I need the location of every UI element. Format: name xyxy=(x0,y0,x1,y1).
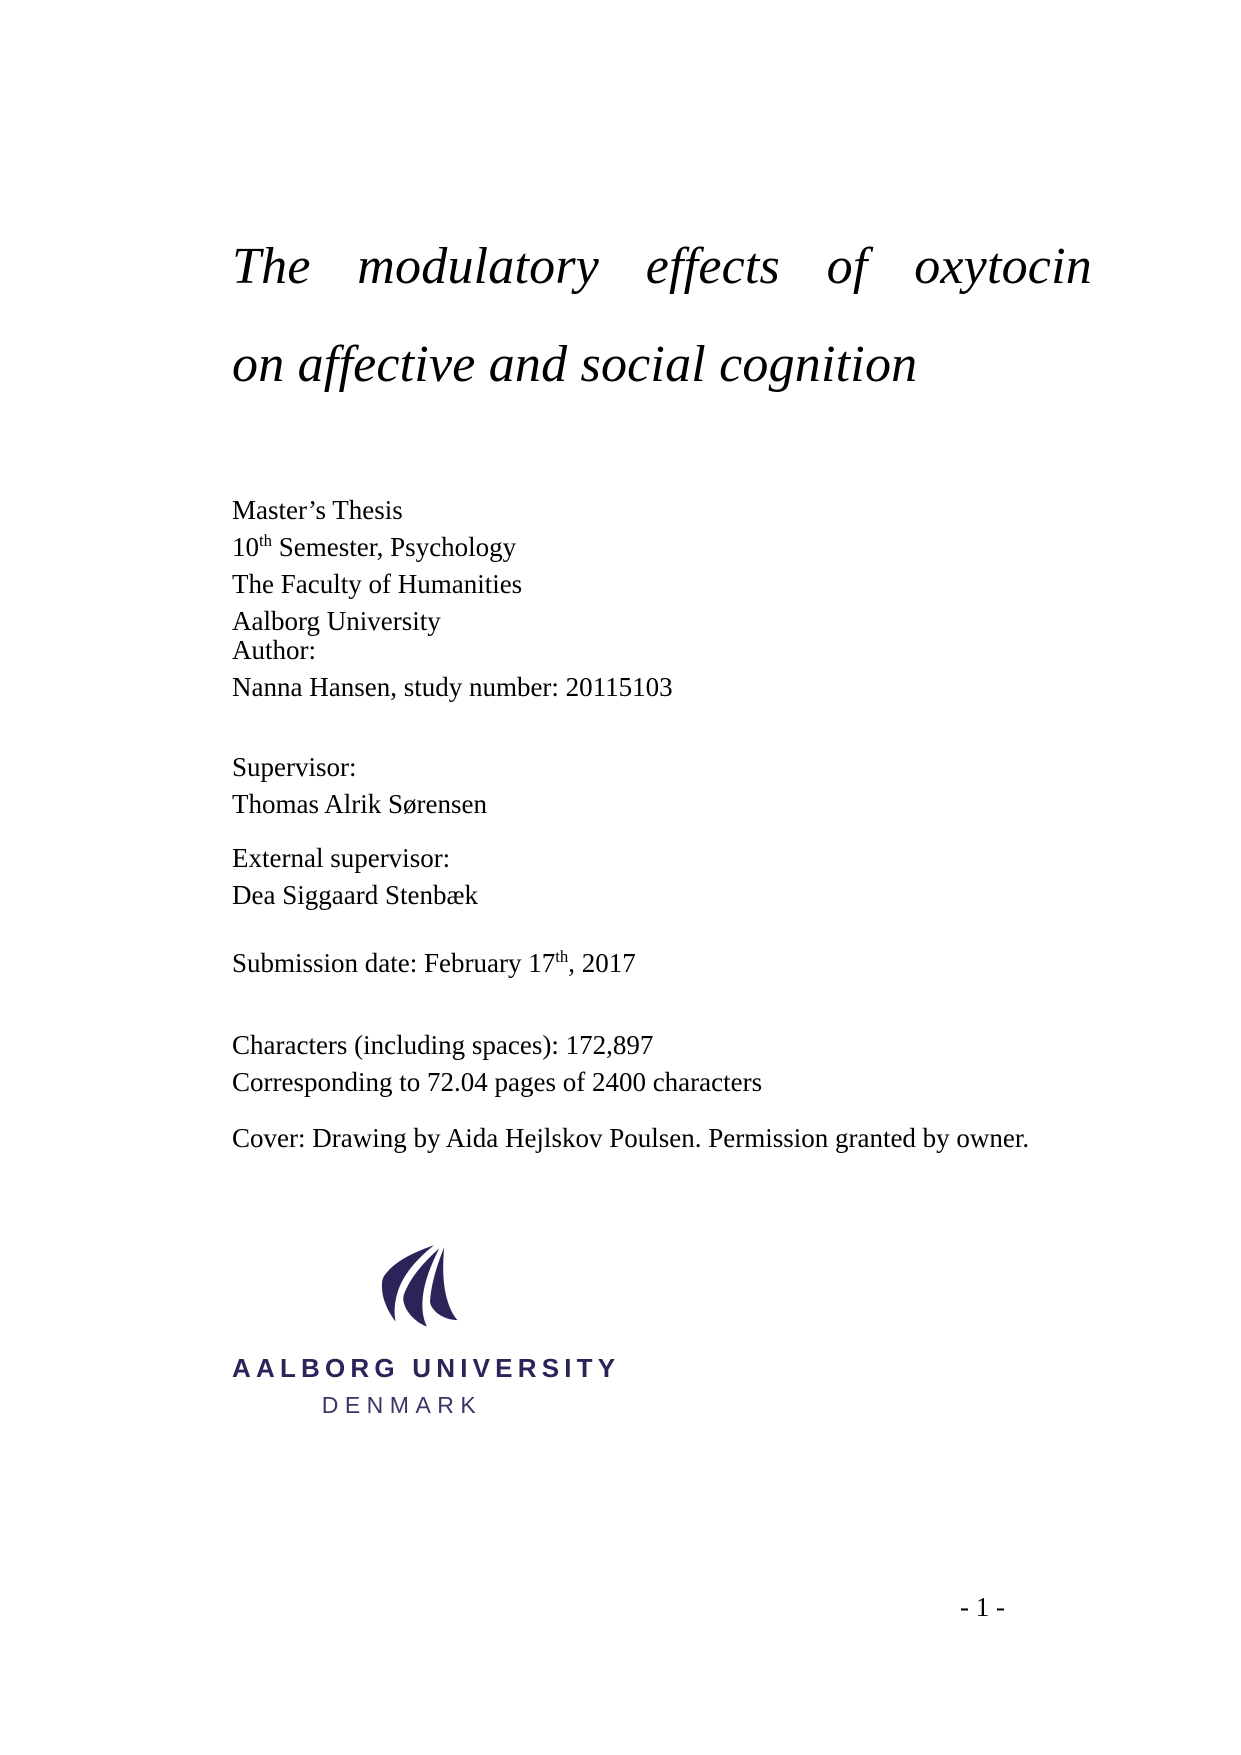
cover-credit-block xyxy=(232,1120,1029,1157)
title-word: modulatory xyxy=(357,238,600,295)
external-supervisor-block xyxy=(232,840,478,914)
semester-number: 10 xyxy=(232,532,259,562)
semester-ordinal-suffix: th xyxy=(259,531,273,550)
aalborg-university-logo xyxy=(232,1215,621,1419)
university-line: Aalborg University xyxy=(232,606,441,636)
character-count-block xyxy=(232,1027,762,1101)
supervisor-block xyxy=(232,749,487,823)
author-value: Nanna Hansen, study number: 20115103 xyxy=(232,672,673,702)
page-title xyxy=(232,218,1092,414)
title-word: of xyxy=(826,238,868,295)
submission-date-suffix: , 2017 xyxy=(568,948,636,978)
page-equivalent-line: Corresponding to 72.04 pages of 2400 characters xyxy=(232,1067,763,1097)
submission-date-ordinal-suffix: th xyxy=(555,947,569,966)
author-label: Author: xyxy=(232,635,316,665)
study-info-block xyxy=(232,492,522,640)
submission-date-line xyxy=(232,945,636,982)
thesis-type-line: Master’s Thesis xyxy=(232,495,403,525)
external-supervisor-value: Dea Siggaard Stenbæk xyxy=(232,880,478,910)
supervisor-value: Thomas Alrik Sørensen xyxy=(232,789,487,819)
semester-line xyxy=(232,529,522,566)
title-line-1 xyxy=(232,218,1092,316)
external-supervisor-label: External supervisor: xyxy=(232,843,451,873)
title-word: oxytocin xyxy=(914,238,1092,295)
character-count-line: Characters (including spaces): 172,897 xyxy=(232,1030,654,1060)
title-word: The xyxy=(232,238,311,295)
page-number: - 1 - xyxy=(960,1592,1005,1622)
aau-flame-icon xyxy=(338,1215,466,1337)
faculty-line: The Faculty of Humanities xyxy=(232,569,523,599)
semester-rest: Semester, Psychology xyxy=(272,532,517,562)
logo-wordmark-sub: DENMARK xyxy=(321,1392,483,1418)
title-line-2: on affective and social cognition xyxy=(232,336,918,393)
author-block xyxy=(232,632,673,706)
submission-date-block xyxy=(232,945,636,982)
submission-date-prefix: Submission date: February 17 xyxy=(232,948,556,978)
logo-wordmark: AALBORG UNIVERSITY xyxy=(232,1353,621,1383)
cover-credit-line: Cover: Drawing by Aida Hejlskov Poulsen. Permission granted by owner. xyxy=(232,1123,1030,1153)
title-word: effects xyxy=(645,238,780,295)
supervisor-label: Supervisor: xyxy=(232,752,357,782)
